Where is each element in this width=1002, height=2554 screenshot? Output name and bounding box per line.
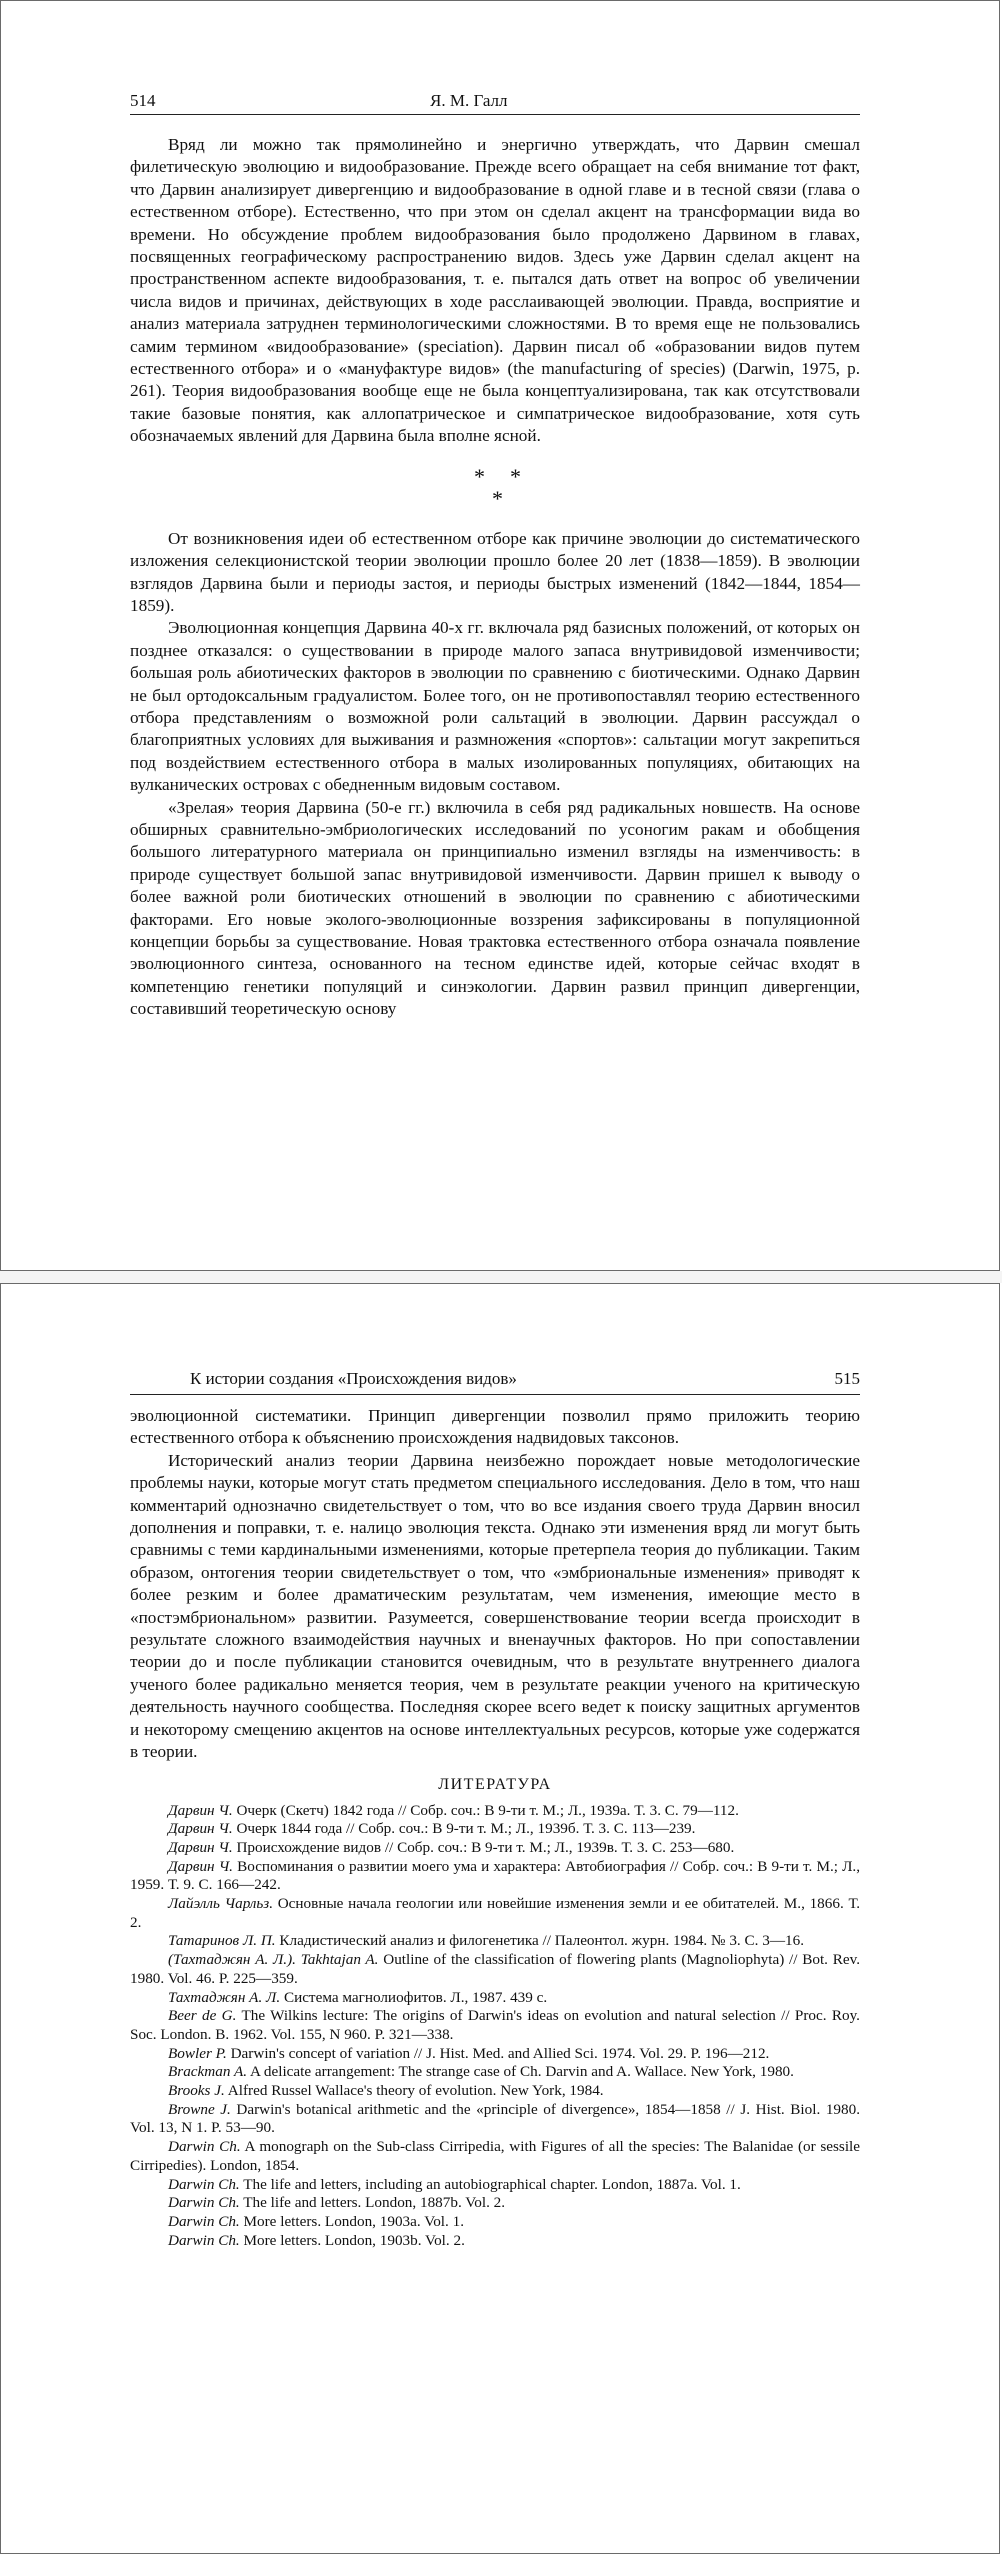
- page-number: 514: [130, 91, 156, 110]
- page-514: [0, 0, 1000, 1271]
- reference-author: Татаринов Л. П.: [168, 1932, 276, 1950]
- reference-text: Происхождение видов // Собр. соч.: В 9-ти т. М.; Л., 1939в. Т. 3. С. 253—680.: [236, 1838, 735, 1856]
- reference-entry: [130, 1858, 860, 1895]
- reference-entry: [130, 2063, 860, 2082]
- paragraph: «Зрелая» теория Дарвина (50-е гг.) включила в себя ряд радикальных новшеств. На основе обширных сравнительно-эмбриологических исследований по усоногим ракам и обобщения большого литературного материала он принципиально изменил взгляды на изменчивость: в природе существует большой запас внутривидовой изменчивости. Дарвин пришел к выводу о более важной роли биотических отношений в эволюции по сравнению с абиотическими факторами. Его новые эколого-эволюционные воззрения зафиксированы в популяционной концепции борьбы за существование. Новая трактовка естественного отбора означала появление эволюционного синтеза, основанного на тесном единстве идей, которые сейчас входят в компетенцию генетики популяций и синэкологии. Дарвин развил принцип дивергенции, составивший теоретическую основу: [130, 797, 860, 1019]
- reference-author: Darwin Ch.: [168, 2212, 240, 2230]
- reference-entry: [130, 1839, 860, 1858]
- header-rule: [130, 114, 860, 115]
- reference-entry: [130, 1932, 860, 1951]
- reference-text: Очерк 1844 года // Собр. соч.: В 9-ти т. М.; Л., 1939б. Т. 3. С. 113—239.: [236, 1820, 696, 1838]
- section-separator: [130, 458, 860, 524]
- reference-entry: [130, 1802, 860, 1821]
- reference-author: Beer de G.: [168, 2007, 237, 2025]
- paragraph: Исторический анализ теории Дарвина неизбежно порождает новые методологические проблемы науки, которые могут стать предметом специального исследования. Дело в том, что наш комментарий однозначно свидетельствует о том, что во все издания своего труда Дарвин вносил дополнения и поправки, т. е. налицо эволюция текста. Однако эти изменения вряд ли могут быть сравнимы с теми кардинальными изменениями, которые претерпела теория до публикации. Таким образом, онтогения теории свидетельствует о том, что «эмбриональные изменения» приводят к более резким и более драматическим результатам, чем изменения, имеющие место в «постэмбриональном» развитии. Разумеется, совершенствование теории всегда происходит в результате сложного взаимодействия научных и вненаучных факторов. Но при сопоставлении теории до и после публикации становится очевидным, что в результате внутреннего диалога ученого более радикально меняется теория, чем в результате реакции ученого на критическую деятельность научного сообщества. Последняя скорее всего ведет к поиску защитных аргументов и некоторому смещению акцентов на основе интеллектуальных ресурсов, которые уже содержатся в теории.: [130, 1450, 860, 1762]
- reference-author: Дарвин Ч.: [168, 1857, 233, 1875]
- separator-star: *: [492, 485, 503, 511]
- reference-text: Система магнолиофитов. Л., 1987. 439 с.: [283, 1988, 548, 2006]
- reference-text: Очерк (Скетч) 1842 года // Собр. соч.: В 9-ти т. М.; Л., 1939а. Т. 3. С. 79—112.: [236, 1801, 739, 1819]
- running-title: К истории создания «Происхождения видов»: [190, 1369, 517, 1388]
- reference-text: A delicate arrangement: The strange case of Ch. Darvin and A. Wallace. New York, 1980.: [249, 2063, 794, 2081]
- reference-author: Darwin Ch.: [168, 2175, 240, 2193]
- paragraph: От возникновения идеи об естественном отборе как причине эволюции до систематического изложения селекционистской теории эволюции прошло более 20 лет (1838—1859). В эволюции взглядов Дарвина были и периоды застоя, и периоды быстрых изменений (1842—1844, 1854—1859).: [130, 528, 860, 615]
- reference-entry: [130, 2007, 860, 2044]
- paragraph: Вряд ли можно так прямолинейно и энергично утверждать, что Дарвин смешал филетическую эволюцию и видообразование. Прежде всего обращает на себя внимание тот факт, что Дарвин анализирует дивергенцию и видообразование в одной главе и в тесной связи (глава о естественном отборе). Естественно, что при этом он сделал акцент на трансформации вида во времени. Но обсуждение проблем видообразования было продолжено Дарвином в главах, посвященных географическому распространению видов. Здесь уже Дарвин сделал акцент на пространственном аспекте видообразования, т. е. пытался дать ответ на вопрос об увеличении числа видов и причинах, действующих в ходе расслаивающей эволюции. Правда, восприятие и анализ материала затруднен терминологическими сложностями. В то время еще не пользовались самим термином «видообразование» (speciation). Дарвин писал об «образовании видов путем естественного отбора» и о «мануфактуре видов» (the manufacturing of species) (Darwin, 1975, p. 261). Теория видообразования вообще еще не была концептуализирована, так как отсутствовали такие базовые понятия, как аллопатрическое и симпатрическое видообразование, хотя суть обозначаемых явлений для Дарвина была вполне ясной.: [130, 135, 860, 446]
- reference-author: Дарвин Ч.: [168, 1801, 233, 1819]
- reference-author: Brackman A.: [168, 2063, 248, 2081]
- running-title: Я. М. Галл: [430, 91, 508, 110]
- reference-entry: [130, 2138, 860, 2175]
- reference-author: Darwin Ch.: [168, 2194, 240, 2212]
- reference-text: Основные начала геологии или новейшие изменения земли и ее обитателей. М., 1866. Т. 2.: [130, 1895, 861, 1931]
- reference-author: Browne J.: [168, 2100, 231, 2118]
- separator-star: *: [510, 463, 521, 489]
- references-list: [130, 1802, 860, 2251]
- reference-entry: [130, 2232, 860, 2251]
- reference-author: Дарвин Ч.: [168, 1838, 233, 1856]
- separator-star: *: [474, 463, 485, 489]
- reference-author: Darwin Ch.: [168, 2231, 240, 2249]
- reference-entry: [130, 2194, 860, 2213]
- reference-entry: [130, 2082, 860, 2101]
- reference-text: Воспоминания о развитии моего ума и характера: Автобиография // Собр. соч.: В 9-ти т. М.; Л., 1959. Т. 9. С. 166—242.: [130, 1857, 860, 1894]
- references-heading: ЛИТЕРАТУРА: [438, 1775, 552, 1793]
- reference-entry: [130, 2176, 860, 2195]
- reference-entry: [130, 1820, 860, 1839]
- reference-text: The life and letters. London, 1887b. Vol. 2.: [243, 2194, 506, 2212]
- running-head: [130, 1369, 860, 1391]
- reference-text: A monograph on the Sub-class Cirripedia, with Figures of all the species: The Balanidae (or sessile Cirripedies). London, 1854.: [130, 2138, 860, 2174]
- body-text: [130, 1405, 860, 2250]
- reference-author: (Тахтаджян А. Л.). Takhtajan A.: [168, 1951, 379, 1969]
- reference-author: Brooks J.: [168, 2082, 225, 2100]
- reference-text: The Wilkins lecture: The origins of Darwin's ideas on evolution and natural selection // Proc. Roy. Soc. London. B. 1962. Vol. 155, N 960. P. 321—338.: [130, 2007, 860, 2043]
- reference-text: The life and letters, including an autobiographical chapter. London, 1887a. Vol. 1.: [243, 2175, 741, 2193]
- reference-entry: [130, 2101, 860, 2138]
- body-text: [130, 134, 860, 1021]
- reference-text: Outline of the classification of flowering plants (Magnoliophyta) // Bot. Rev. 1980. Vol. 46. P. 225—359.: [130, 1951, 861, 1987]
- page-515: [0, 1283, 1000, 2554]
- reference-text: Кладистический анализ и филогенетика // Палеонтол. журн. 1984. № 3. С. 3—16.: [279, 1932, 804, 1950]
- reference-entry: [130, 2045, 860, 2064]
- reference-text: More letters. London, 1903a. Vol. 1.: [243, 2212, 465, 2230]
- reference-text: Darwin's concept of variation // J. Hist. Med. and Allied Sci. 1974. Vol. 29. P. 196—212.: [230, 2044, 770, 2062]
- reference-entry: [130, 1895, 860, 1932]
- reference-author: Darwin Ch.: [168, 2138, 241, 2156]
- header-rule: [130, 1394, 860, 1395]
- reference-entry: [130, 2213, 860, 2232]
- reference-author: Дарвин Ч.: [168, 1820, 233, 1838]
- page-gap: [0, 1271, 1002, 1283]
- reference-entry: [130, 1989, 860, 2008]
- paragraph: Эволюционная концепция Дарвина 40-х гг. включала ряд базисных положений, от которых он позднее отказался: о существовании в природе малого запаса внутривидовой изменчивости; большая роль абиотических факторов в эволюции по сравнению с биотическими. Однако Дарвин не был ортодоксальным градуалистом. Более того, он не противопоставлял теорию естественного отбора представлениям о возможной роли сальтаций в эволюции. Дарвин рассуждал о благоприятных условиях для выживания и размножения «спортов»: сальтации могут закрепиться под воздействием естественного отбора в малых изолированных популяциях, обитающих на вулканических островах с обедненным видовым составом.: [130, 618, 860, 795]
- reference-text: Darwin's botanical arithmetic and the «principle of divergence», 1854—1858 // J. Hist. Biol. 1980. Vol. 13, N 1. P. 53—90.: [130, 2100, 860, 2137]
- page-number: 515: [834, 1369, 860, 1388]
- reference-text: Alfred Russel Wallace's theory of evolution. New York, 1984.: [227, 2082, 604, 2100]
- reference-author: Bowler P.: [168, 2044, 227, 2062]
- paragraph: эволюционной систематики. Принцип дивергенции позволил прямо приложить теорию естественного отбора к объяснению происхождения надвидовых таксонов.: [130, 1406, 860, 1448]
- reference-text: More letters. London, 1903b. Vol. 2.: [243, 2231, 465, 2249]
- reference-author: Лайэлль Чарльз.: [168, 1895, 273, 1913]
- reference-author: Тахтаджян А. Л.: [168, 1988, 281, 2006]
- reference-entry: [130, 1951, 860, 1988]
- running-head: [130, 91, 860, 113]
